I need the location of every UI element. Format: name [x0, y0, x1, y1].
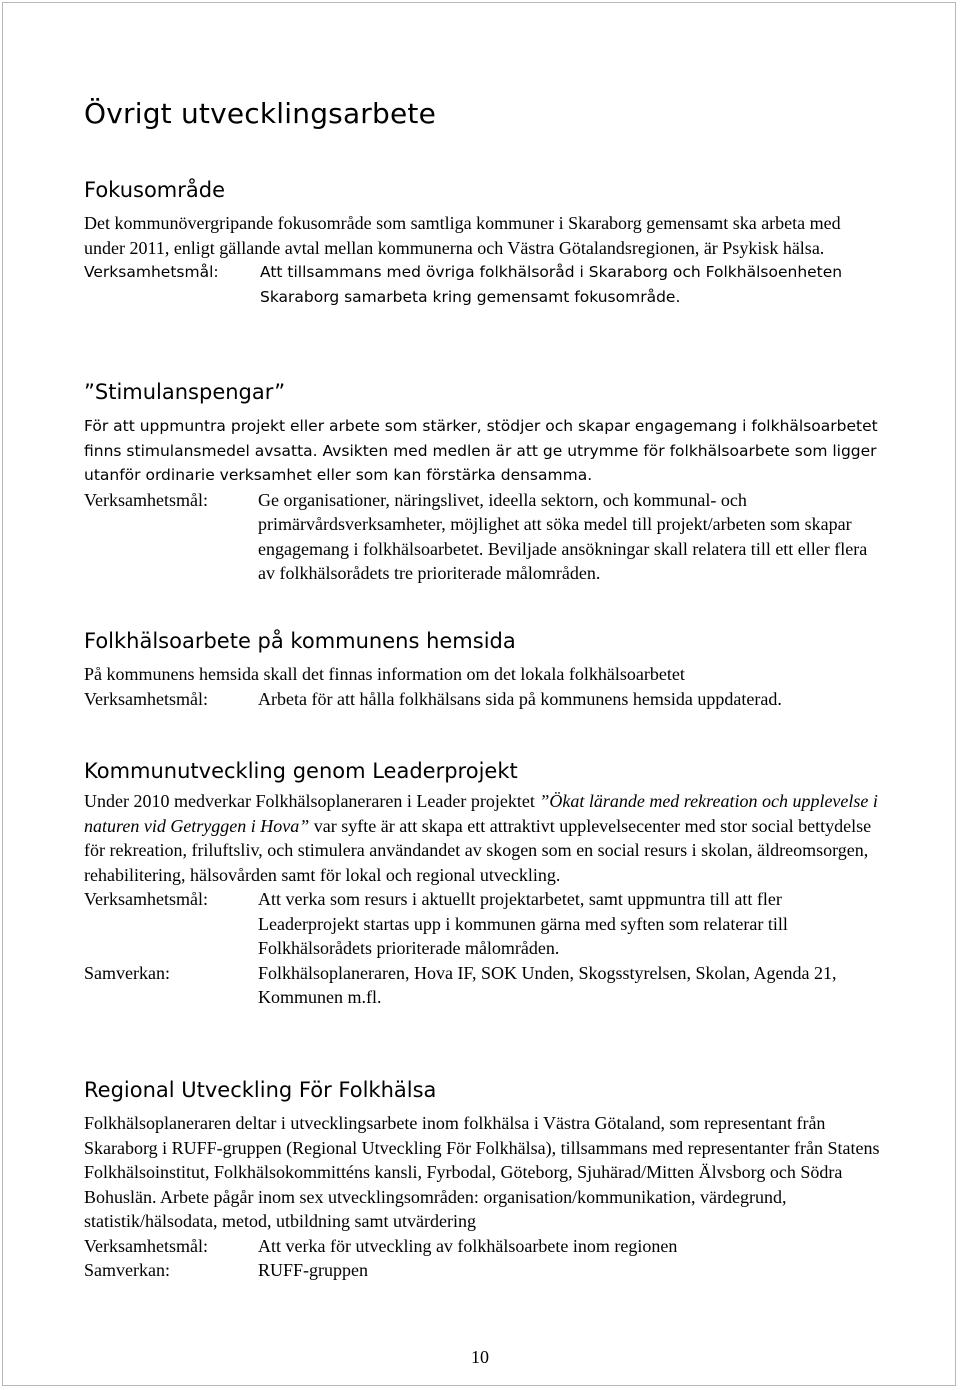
goal-text: Att verka som resurs i aktuellt projektarbetet, samt uppmuntra till att fler Leaderprojekt startas upp i kommunen gärna med syften som relaterar till Folkhälsorådets prioriterade målområden. — [258, 889, 788, 958]
section-regional — [84, 1111, 884, 1283]
stimulans-goal-row — [84, 488, 884, 586]
goal-text: Ge organisationer, näringslivet, ideella sektorn, och kommunal- och primärvårdsverksamheter, möjlighet att söka medel till projekt/arbeten som skapar engagemang i folkhälsoarbetet. Beviljade ansökningar skall relatera till ett eller flera av folkhälsorådets tre prioriterade målområden. — [258, 489, 868, 583]
hemsida-goal-row — [84, 687, 884, 712]
collab-label: Samverkan: — [84, 962, 170, 983]
heading-leaderprojekt: Kommunutveckling genom Leaderprojekt — [84, 759, 518, 783]
page-number: 10 — [471, 1347, 489, 1367]
regional-collab-row — [84, 1258, 884, 1283]
hemsida-body: På kommunens hemsida skall det finnas information om det lokala folkhälsoarbetet — [84, 664, 685, 684]
fokus-goal-row — [84, 260, 884, 309]
heading-fokusomrade: Fokusområde — [84, 178, 226, 202]
stimulans-body: För att uppmuntra projekt eller arbete som stärker, stödjer och skapar engagemang i folkhälsoarbetet finns stimulansmedel avsatta. Avsikten med medlen är att ge utrymme för folkhälsoarbete som ligger utanför ordinarie verksamhet eller som kan förstärka densamma. — [84, 417, 878, 484]
section-leaderprojekt — [84, 789, 884, 1010]
regional-body: Folkhälsoplaneraren deltar i utvecklingsarbete inom folkhälsa i Västra Götaland, som representant från Skaraborg i RUFF-gruppen (Regional Utveckling För Folkhälsa), tillsammans med representanter från Statens Folkhälsoinstitut, Folkhälsokommitténs kansli, Fyrbodal, Göteborg, Sjuhärad/Mitten Älvsborg och Södra Bohuslän. Arbete pågår inom sex utvecklingsområden: organisation/kommunikation, värdegrund, statistik/hälsodata, metod, utbildning samt utvärdering — [84, 1113, 880, 1231]
collab-label: Samverkan: — [84, 1260, 170, 1280]
leader-project-name: ”Ökat lärande med rekreation och upplevelse i naturen vid Getryggen i Hova” — [84, 791, 878, 836]
goal-label: Verksamhetsmål: — [84, 263, 219, 281]
regional-goal-row — [84, 1234, 884, 1259]
page-title: Övrigt utvecklingsarbete — [84, 97, 437, 130]
heading-hemsida: Folkhälsoarbete på kommunens hemsida — [84, 629, 516, 653]
goal-label: Verksamhetsmål: — [84, 889, 208, 909]
section-fokusomrade — [84, 211, 884, 309]
leader-body-end: var syfte är att skapa ett attraktivt upplevelsecenter med stor social bettydelse för rekreation, friluftsliv, och stimulera användandet av skogen som en social resurs i skolan, äldreomsorgen, rehabilitering, hälsovården samt för lokal och regional utveckling. — [84, 815, 872, 885]
goal-text: Arbeta för att hålla folkhälsans sida på kommunens hemsida uppdaterad. — [258, 688, 782, 709]
leader-body-start: Under 2010 medverkar Folkhälsoplaneraren i Leader projektet — [84, 791, 540, 811]
goal-label: Verksamhetsmål: — [84, 489, 208, 510]
collab-text: RUFF-gruppen — [258, 1260, 369, 1280]
goal-text: Att tillsammans med övriga folkhälsoråd i Skaraborg och Folkhälsoenheten Skaraborg samarbeta kring gemensamt fokusområde. — [260, 263, 843, 306]
section-hemsida — [84, 662, 884, 711]
goal-label: Verksamhetsmål: — [84, 1235, 208, 1256]
leader-body — [84, 789, 884, 887]
fokus-body: Det kommunövergripande fokusområde som samtliga kommuner i Skaraborg gemensamt ska arbeta med under 2011, enligt gällande avtal mellan kommunerna och Västra Götalandsregionen, är Psykisk hälsa. — [84, 213, 841, 258]
leader-collab-row — [84, 961, 884, 1010]
collab-text: Folkhälsoplaneraren, Hova IF, SOK Unden, Skogsstyrelsen, Skolan, Agenda 21, Kommunen m.fl. — [258, 962, 837, 1007]
heading-stimulanspengar: ”Stimulanspengar” — [84, 380, 286, 404]
goal-text: Att verka för utveckling av folkhälsoarbete inom regionen — [258, 1235, 678, 1256]
heading-regional: Regional Utveckling För Folkhälsa — [84, 1078, 437, 1102]
leader-goal-row — [84, 887, 884, 961]
goal-label: Verksamhetsmål: — [84, 688, 208, 709]
section-stimulanspengar — [84, 414, 884, 586]
